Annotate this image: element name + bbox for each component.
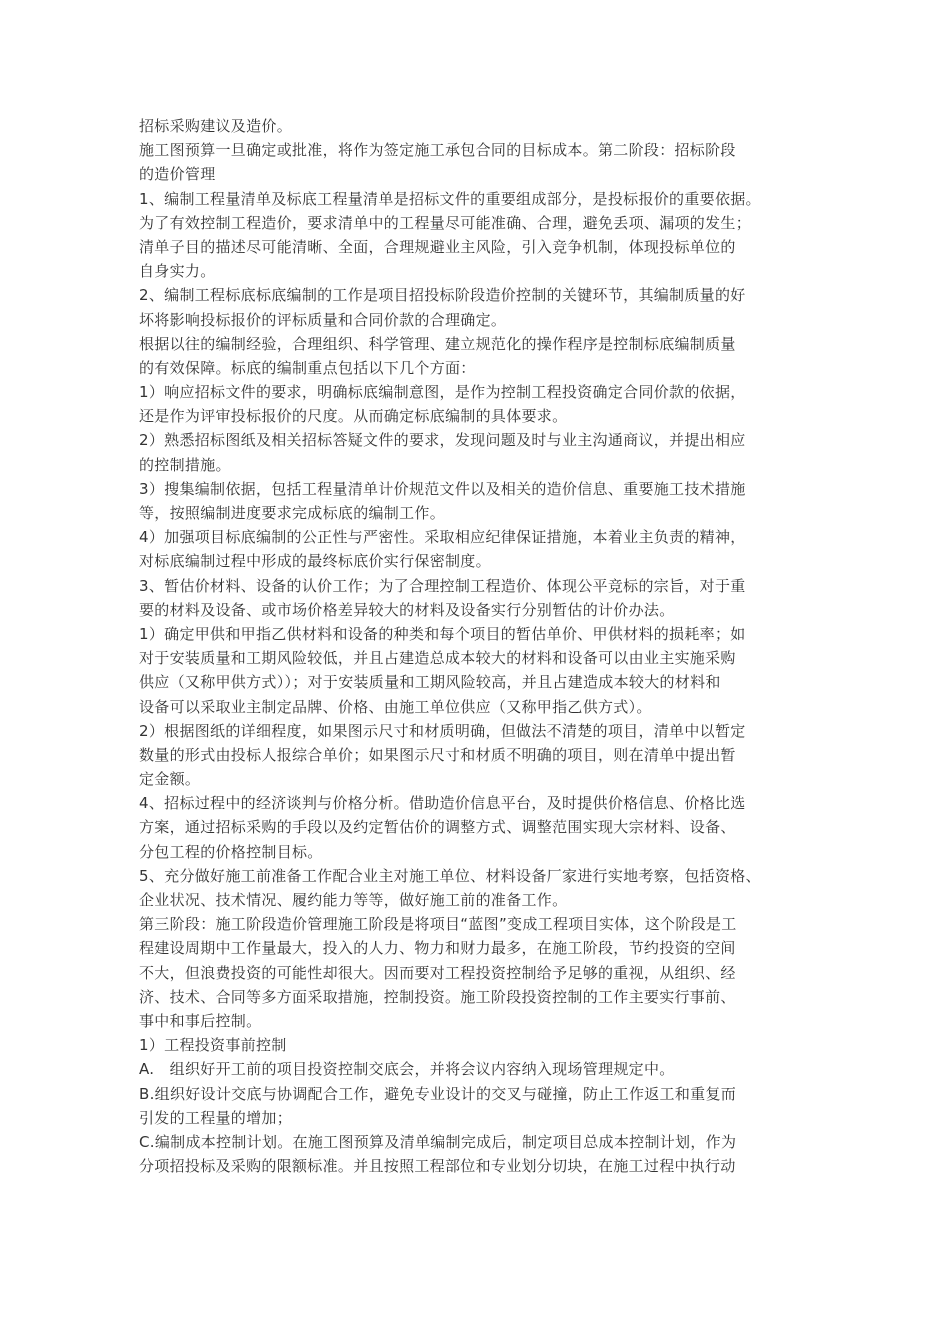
text-line: 坏将影响投标报价的评标质量和合同价款的合理确定。 [139, 310, 507, 329]
text-line: 2）根据图纸的详细程度，如果图示尺寸和材质明确，但做法不清楚的项目，清单中以暂定 [139, 721, 746, 740]
text-line: 的有效保障。标底的编制重点包括以下几个方面： [139, 358, 476, 377]
text-line: 根据以往的编制经验，合理组织、科学管理、建立规范化的操作程序是控制标底编制质量 [139, 334, 736, 353]
text-line: 还是作为评审投标报价的尺度。从而确定标底编制的具体要求。 [139, 407, 568, 426]
text-line: A. 组织好开工前的项目投资控制交底会，并将会议内容纳入现场管理规定中。 [139, 1060, 675, 1079]
text-line: 分项招投标及采购的限额标准。并且按照工程部位和专业划分切块，在施工过程中执行动 [139, 1157, 736, 1176]
text-line: 事中和事后控制。 [139, 1011, 262, 1030]
text-line: 的造价管理 [139, 165, 216, 184]
text-line: 3、暂估价材料、设备的认价工作；为了合理控制工程造价、体现公平竞标的宗旨，对于重 [139, 576, 746, 595]
text-line: 4）加强项目标底编制的公正性与严密性。采取相应纪律保证措施，本着业主负责的精神， [139, 528, 746, 547]
text-line: B.组织好设计交底与协调配合工作，避免专业设计的交叉与碰撞，防止工作返工和重复而 [139, 1084, 737, 1103]
text-line: 要的材料及设备、或市场价格差异较大的材料及设备实行分别暂估的计价办法。 [139, 600, 675, 619]
text-line: 分包工程的价格控制目标。 [139, 842, 323, 861]
text-line: 自身实力。 [139, 262, 216, 281]
text-line: 1）工程投资事前控制 [139, 1036, 287, 1055]
text-line: 不大，但浪费投资的可能性却很大。因而要对工程投资控制给予足够的重视，从组织、经 [139, 963, 736, 982]
document-body [139, 114, 829, 1178]
text-line: 施工图预算一旦确定或批准，将作为签定施工承包合同的目标成本。第二阶段：招标阶段 [139, 141, 736, 160]
text-line: 定金额。 [139, 770, 201, 789]
text-line: 的控制措施。 [139, 455, 231, 474]
text-line: 3）搜集编制依据，包括工程量清单计价规范文件以及相关的造价信息、重要施工技术措施 [139, 479, 746, 498]
text-line: 1）响应招标文件的要求，明确标底编制意图，是作为控制工程投资确定合同价款的依据， [139, 383, 746, 402]
text-line: 清单子目的描述尽可能清晰、全面，合理规避业主风险，引入竞争机制，体现投标单位的 [139, 237, 736, 256]
text-line: 第三阶段：施工阶段造价管理施工阶段是将项目“蓝图”变成工程项目实体，这个阶段是工 [139, 915, 737, 934]
text-line: 1）确定甲供和甲指乙供材料和设备的种类和每个项目的暂估单价、甲供材料的损耗率；如 [139, 624, 746, 643]
text-line: 引发的工程量的增加； [139, 1108, 293, 1127]
text-line: 供应（又称甲供方式））；对于安装质量和工期风险较高，并且占建造成本较大的材料和 [139, 673, 721, 692]
text-line: 1、编制工程量清单及标底工程量清单是招标文件的重要组成部分，是投标报价的重要依据。 [139, 189, 761, 208]
text-line: 程建设周期中工作量最大，投入的人力、物力和财力最多，在施工阶段，节约投资的空间 [139, 939, 736, 958]
text-line: 2）熟悉招标图纸及相关招标答疑文件的要求，发现问题及时与业主沟通商议，并提出相应 [139, 431, 746, 450]
text-line: 济、技术、合同等多方面采取措施，控制投资。施工阶段投资控制的工作主要实行事前、 [139, 987, 736, 1006]
text-line: 5、充分做好施工前准备工作配合业主对施工单位、材料设备厂家进行实地考察，包括资格、 [139, 866, 761, 885]
text-line: 企业状况、技术情况、履约能力等等，做好施工前的准备工作。 [139, 891, 568, 909]
text-line: 方案，通过招标采购的手段以及约定暂估价的调整方式、调整范围实现大宗材料、设备、 [139, 818, 736, 837]
text-line: 等，按照编制进度要求完成标底的编制工作。 [139, 504, 446, 522]
text-line: C.编制成本控制计划。在施工图预算及清单编制完成后，制定项目总成本控制计划，作为 [139, 1132, 737, 1151]
text-line: 2、编制工程标底标底编制的工作是项目招投标阶段造价控制的关键环节，其编制质量的好 [139, 286, 746, 305]
text-line: 招标采购建议及造价。 [139, 117, 293, 135]
text-line: 对于安装质量和工期风险较低，并且占建造总成本较大的材料和设备可以由业主实施采购 [139, 649, 736, 668]
text-line: 为了有效控制工程造价，要求清单中的工程量尽可能准确、合理，避免丢项、漏项的发生； [139, 213, 752, 232]
text-line: 数量的形式由投标人报综合单价；如果图示尺寸和材质不明确的项目，则在清单中提出暂 [139, 745, 736, 764]
text-line: 设备可以采取业主制定品牌、价格、由施工单位供应（又称甲指乙供方式）。 [139, 697, 652, 716]
text-line: 4、招标过程中的经济谈判与价格分析。借助造价信息平台，及时提供价格信息、价格比选 [139, 794, 746, 813]
text-line: 对标底编制过程中形成的最终标底价实行保密制度。 [139, 552, 491, 571]
